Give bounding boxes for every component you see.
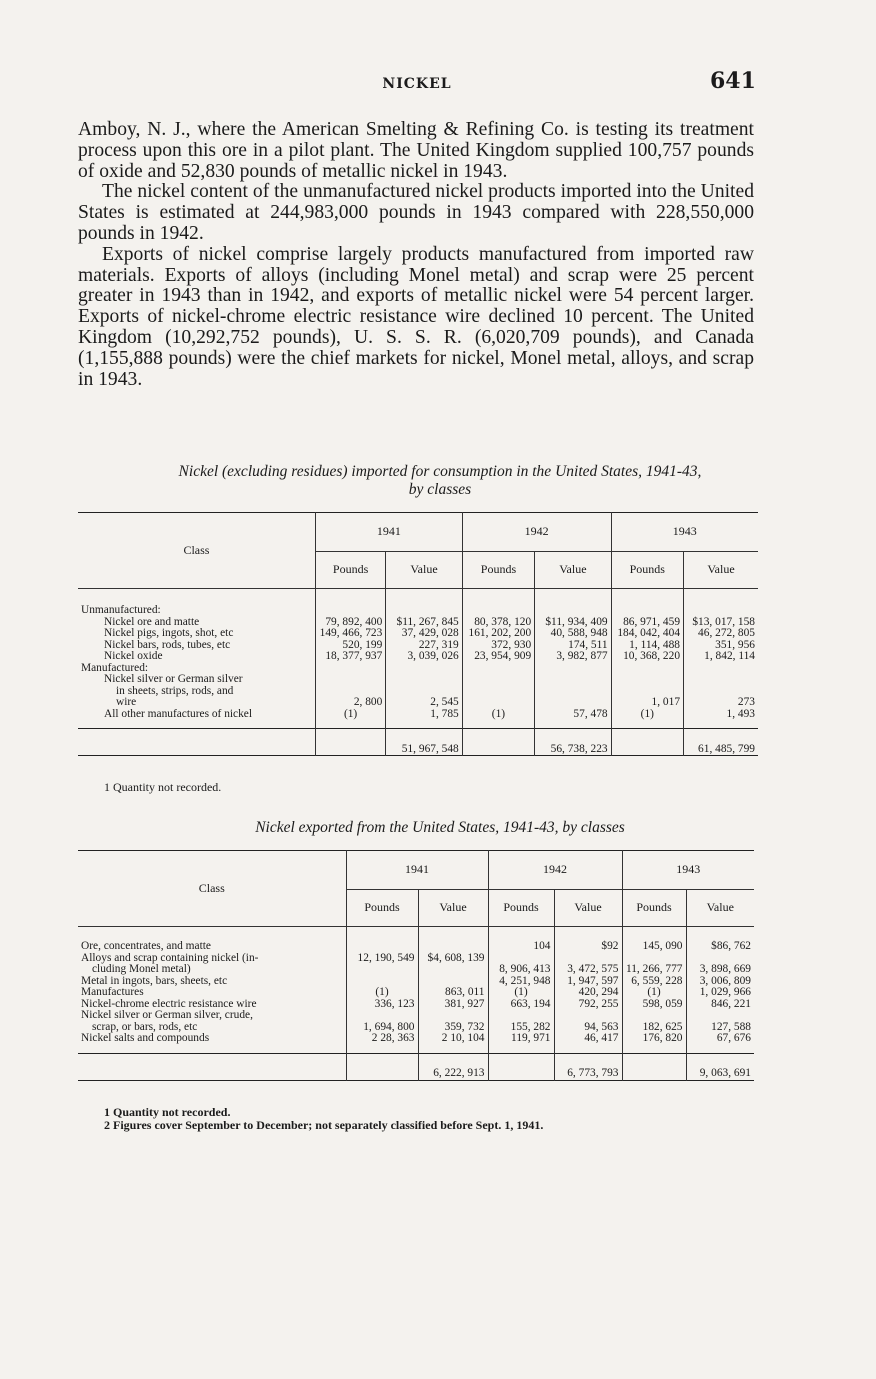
year-header: 1943 bbox=[622, 851, 754, 890]
body-text bbox=[78, 120, 754, 390]
column-header: Pounds bbox=[622, 890, 686, 927]
table-row: wire 2, 800 2, 545 1, 017 273 bbox=[78, 697, 758, 709]
paragraph: Amboy, N. J., where the American Smelting & Refining Co. is testing its treatment process upon this ore in a pilot plant. The United Kingdom supplied 100,757 pounds of oxide and 52,830 pounds of metallic nickel in 1943. bbox=[78, 119, 754, 182]
column-header: Pounds bbox=[346, 890, 418, 927]
table-row: scrap, or bars, rods, etc 1, 694, 800 359, 732 155, 282 94, 563 182, 625 127, 588 bbox=[78, 1022, 754, 1034]
year-header: 1942 bbox=[462, 513, 611, 552]
table-row: cluding Monel metal) 8, 906, 413 3, 472, 575 11, 266, 777 3, 898, 669 bbox=[78, 964, 754, 976]
table-row: Nickel ore and matte 79, 892, 400 $11, 267, 845 80, 378, 120 $11, 934, 409 86, 971, 459 $13, 017, 158 bbox=[78, 617, 758, 629]
column-header: Pounds bbox=[611, 552, 683, 589]
exports-table bbox=[78, 850, 754, 1081]
class-header: Class bbox=[78, 513, 315, 589]
paragraph: Exports of nickel comprise largely products manufactured from imported raw materials. Exports of alloys (including Monel metal) and scrap were 25 percent greater in 1943 than in 1942, and exports of metallic nickel were 54 percent larger. Exports of nickel-chrome electric resistance wire declined 10 percent. The United Kingdom (10,292,752 pounds), U. S. S. R. (6,020,709 pounds), and Canada (1,155,888 pounds) were the chief markets for nickel, Monel metal, alloys, and scrap in 1943. bbox=[78, 243, 754, 390]
column-header: Value bbox=[386, 552, 462, 589]
imports-table-title: Nickel (excluding residues) imported for consumption in the United States, 1941-43, by classes bbox=[178, 463, 702, 498]
exports-footnote-1: 1 Quantity not recorded. bbox=[104, 1105, 231, 1119]
column-header: Value bbox=[418, 890, 488, 927]
column-header: Value bbox=[686, 890, 754, 927]
page-number: 641 bbox=[710, 68, 756, 94]
column-header: Value bbox=[554, 890, 622, 927]
column-header: Pounds bbox=[488, 890, 554, 927]
table-row: Ore, concentrates, and matte 104 $92 145, 090 $86, 762 bbox=[78, 927, 754, 953]
table-row: Nickel oxide 18, 377, 937 3, 039, 026 23, 954, 909 3, 982, 877 10, 368, 220 1, 842, 114 bbox=[78, 651, 758, 663]
imports-table: Class 1941 1942 1943 Pounds Value Pounds Value Pounds Value Unmanufactured: Nickel ore and matte 79, 892, 400 $11, 267, 845 80, 378, 120 $11, 934, 409 86, 971, 459 $13, 017, 158 Nickel pigs, ingots, shot, etc 149, 466, 723 37, 429, 028 161, 202, 200 40, 588, 948 184, 042, 404 46, 272, 805 Nickel bars, rods, tubes, etc 520, 199 227, 319 372, 930 174, 511 1, 114, 488 351, 956 Nickel oxide 18, 377, 937 3, 039, 026 23, 954, 909 3, 982, 877 10, 368, 220 1, 842, 114 Manufactured: Nickel silver or German silver in sheets, strips, rods, and wire 2, 800 2, 545 1, 017 273 All other manufactures of nickel (1) 1, 785 (1) 57, 478 (1) 1, 493 51, 967, 548 56, 738, 223 61, 485, 799 bbox=[78, 512, 758, 756]
table-row: All other manufactures of nickel (1) 1, 785 (1) 57, 478 (1) 1, 493 bbox=[78, 709, 758, 729]
total-row: 6, 222, 913 6, 773, 793 9, 063, 691 bbox=[78, 1053, 754, 1080]
table-row: Metal in ingots, bars, sheets, etc 4, 251, 948 1, 947, 597 6, 559, 228 3, 006, 809 bbox=[78, 976, 754, 988]
table-row: Alloys and scrap containing nickel (in- 12, 190, 549 $4, 608, 139 bbox=[78, 953, 754, 965]
column-header: Value bbox=[684, 552, 758, 589]
paragraph: The nickel content of the unmanufactured nickel products imported into the United States is estimated at 244,983,000 pounds in 1943 compared with 228,550,000 pounds in 1942. bbox=[78, 181, 754, 244]
year-header: 1941 bbox=[315, 513, 462, 552]
table-row: Manufactures (1) 863, 011 (1) 420, 294 (1) 1, 029, 966 bbox=[78, 987, 754, 999]
total-row: 51, 967, 548 56, 738, 223 61, 485, 799 bbox=[78, 729, 758, 756]
table-row: Nickel salts and compounds 2 28, 363 2 10, 104 119, 971 46, 417 176, 820 67, 676 bbox=[78, 1033, 754, 1053]
group-label: Manufactured: bbox=[81, 661, 149, 674]
imports-footnote: 1 Quantity not recorded. bbox=[104, 780, 222, 794]
table-row: Nickel bars, rods, tubes, etc 520, 199 227, 319 372, 930 174, 511 1, 114, 488 351, 956 bbox=[78, 640, 758, 652]
table-row: Nickel silver or German silver, crude, bbox=[78, 1010, 754, 1022]
year-header: 1943 bbox=[611, 513, 758, 552]
exports-table-title: Nickel exported from the United States, 1941-43, by classes bbox=[255, 819, 625, 836]
table-row: Nickel pigs, ingots, shot, etc 149, 466, 723 37, 429, 028 161, 202, 200 40, 588, 948 184, 042, 404 46, 272, 805 bbox=[78, 628, 758, 640]
table-row: Nickel-chrome electric resistance wire 336, 123 381, 927 663, 194 792, 255 598, 059 846, 221 bbox=[78, 999, 754, 1011]
exports-footnote-2: 2 Figures cover September to December; not separately classified before Sept. 1, 1941. bbox=[104, 1118, 544, 1132]
class-header: Class bbox=[78, 851, 346, 927]
running-header: NICKEL bbox=[382, 76, 452, 92]
column-header: Value bbox=[535, 552, 611, 589]
year-header: 1941 bbox=[346, 851, 488, 890]
column-header: Pounds bbox=[462, 552, 534, 589]
year-header: 1942 bbox=[488, 851, 622, 890]
column-header: Pounds bbox=[315, 552, 385, 589]
group-label: Unmanufactured: bbox=[81, 604, 161, 616]
